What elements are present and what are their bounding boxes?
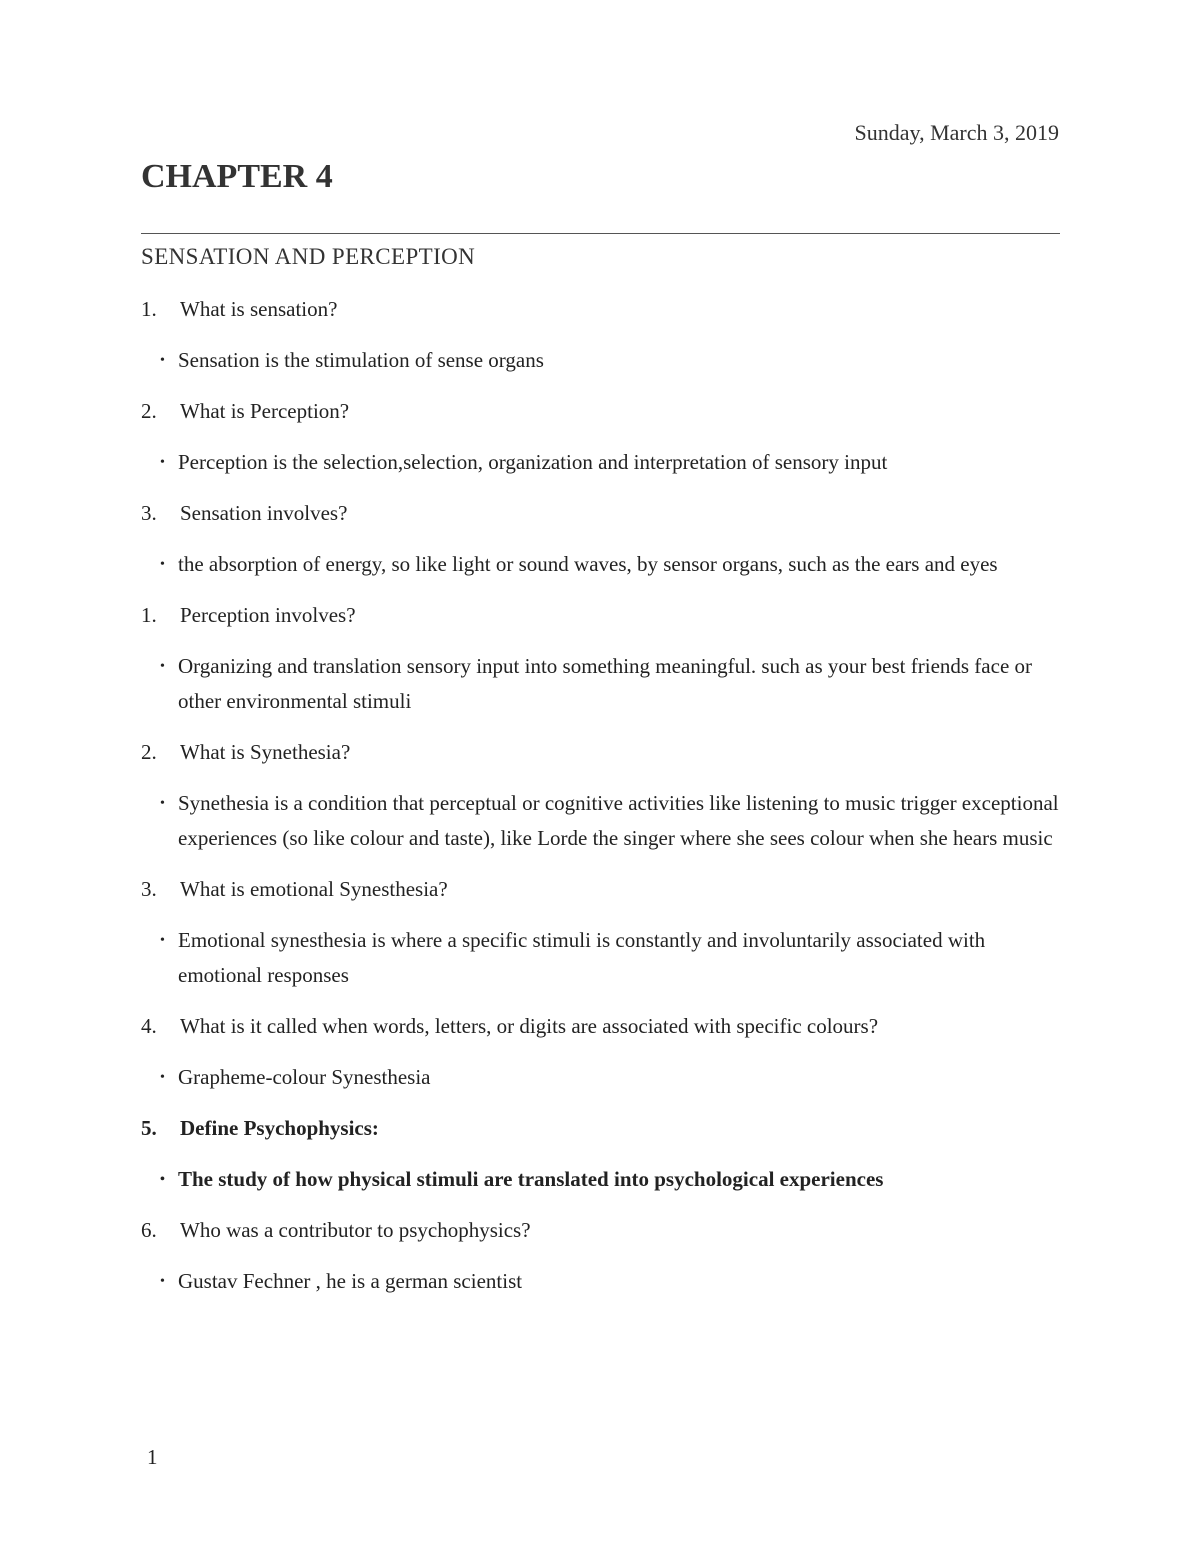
- bullet-icon: •: [160, 1274, 165, 1289]
- bullet-icon: •: [160, 659, 165, 674]
- answer-text: Sensation is the stimulation of sense organs: [178, 348, 544, 372]
- answer-text: Emotional synesthesia is where a specific stimuli is constantly and involuntarily associated with emotional responses: [178, 928, 986, 987]
- answer-item: [141, 1264, 1060, 1299]
- question-number: 3.: [141, 501, 157, 525]
- question-number: 5.: [141, 1116, 157, 1140]
- bullet-icon: •: [160, 796, 165, 811]
- answer-item: [141, 649, 1060, 719]
- answer-item: [141, 445, 1060, 480]
- question-number: 6.: [141, 1218, 157, 1242]
- question-text: What is sensation?: [180, 297, 338, 321]
- answer-text: Gustav Fechner , he is a german scientist: [178, 1269, 523, 1293]
- question-text: What is emotional Synesthesia?: [180, 877, 448, 901]
- question-item: [141, 394, 1060, 429]
- bullet-icon: •: [160, 455, 165, 470]
- question-item: [141, 1111, 1060, 1146]
- answer-text: the absorption of energy, so like light or sound waves, by sensor organs, such as the ears and eyes: [178, 552, 998, 576]
- bullet-icon: •: [160, 353, 165, 368]
- question-text: Perception involves?: [180, 603, 356, 627]
- question-item: [141, 735, 1060, 770]
- answer-text: Organizing and translation sensory input into something meaningful. such as your best friends face or other environmental stimuli: [178, 654, 1033, 713]
- question-item: [141, 598, 1060, 633]
- question-number: 2.: [141, 399, 157, 423]
- answer-text: Perception is the selection,selection, organization and interpretation of sensory input: [178, 450, 888, 474]
- answer-item: [141, 1162, 1060, 1197]
- chapter-title: CHAPTER 4: [141, 158, 333, 195]
- question-list: [141, 292, 1060, 1299]
- answer-item: [141, 786, 1060, 856]
- answer-item: [141, 1060, 1060, 1095]
- question-item: [141, 872, 1060, 907]
- question-item: [141, 1009, 1060, 1044]
- question-text: What is Perception?: [180, 399, 350, 423]
- question-text: Sensation involves?: [180, 501, 348, 525]
- answer-text: The study of how physical stimuli are translated into psychological experiences: [178, 1167, 884, 1191]
- answer-item: [141, 547, 1060, 582]
- document-date: Sunday, March 3, 2019: [854, 120, 1059, 145]
- answer-item: [141, 923, 1060, 993]
- bullet-icon: •: [160, 557, 165, 572]
- question-text: Define Psychophysics:: [180, 1116, 379, 1140]
- bullet-icon: •: [160, 1070, 165, 1085]
- question-number: 1.: [141, 297, 157, 321]
- question-text: Who was a contributor to psychophysics?: [180, 1218, 531, 1242]
- bullet-icon: •: [160, 1172, 165, 1187]
- question-item: [141, 1213, 1060, 1248]
- answer-item: [141, 343, 1060, 378]
- answer-text: Grapheme-colour Synesthesia: [178, 1065, 431, 1089]
- question-text: What is it called when words, letters, or digits are associated with specific colours?: [180, 1014, 879, 1038]
- question-number: 3.: [141, 877, 157, 901]
- question-item: [141, 496, 1060, 531]
- question-number: 4.: [141, 1014, 157, 1038]
- horizontal-rule: [141, 233, 1060, 234]
- question-number: 1.: [141, 603, 157, 627]
- answer-text: Synethesia is a condition that perceptual or cognitive activities like listening to music trigger exceptional experiences (so like colour and taste), like Lorde the singer where she sees colour when she hears music: [178, 791, 1059, 850]
- section-heading: SENSATION AND PERCEPTION: [141, 244, 476, 269]
- question-number: 2.: [141, 740, 157, 764]
- question-text: What is Synethesia?: [180, 740, 351, 764]
- page-number: 1: [147, 1445, 158, 1469]
- bullet-icon: •: [160, 933, 165, 948]
- question-item: [141, 292, 1060, 327]
